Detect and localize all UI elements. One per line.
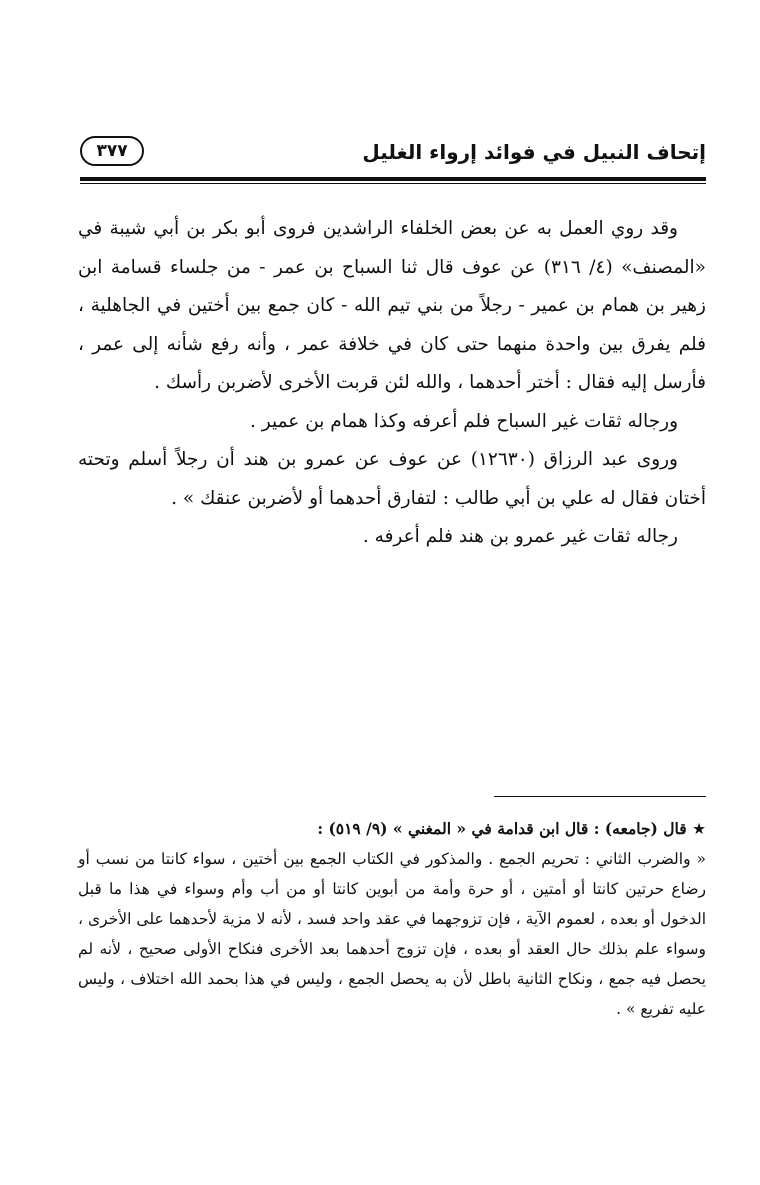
footnote-text: « والضرب الثاني : تحريم الجمع . والمذكور في الكتاب الجمع بين أختين ، سواء كانتا من نسب أو رضاع حرتين كانتا أو أمتين ، أو حرة وأمة من أبوين كانتا أو من أب وأم وسواء في هذا ما قبل الدخول أو بعده ، لعموم الآية ، فإن تزوجهما في عقد واحد فسد ، لأنه لا مزية لأحدهما على الأخرى ، وسواء علم بذلك حال العقد أو بعده ، فإن تزوج أحدهما بعد الأخرى فنكاح الأولى صحيح ، لأنه لم يحصل فيه جمع ، ونكاح الثانية باطل لأن به يحصل الجمع ، وليس في هذا بحمد الله اختلاف ، وليس عليه تفريع » . bbox=[78, 850, 706, 1018]
page-number: ٣٧٧ bbox=[96, 141, 128, 161]
footnote bbox=[78, 814, 706, 1024]
paragraph-1: وقد روي العمل به عن بعض الخلفاء الراشدين فروى أبو بكر بن أبي شيبة في «المصنف» (٤/ ٣١٦) عن عوف قال ثنا السباح بن عمر - من جلساء قسامة ابن زهير بن همام بن عمير - رجلاً من بني تيم الله - كان جمع بين أختين في الجاهلية ، فلم يفرق بين واحدة منهما حتى كان في خلافة عمر ، وأنه رفع شأنه إلى عمر ، فأرسل إليه فقال : أختر أحدهما ، والله لئن قربت الأخرى لأضربن رأسك . bbox=[78, 218, 706, 393]
footnote-separator bbox=[494, 796, 706, 797]
header-rule-thin bbox=[80, 183, 706, 184]
main-text bbox=[78, 210, 706, 557]
star-icon: ★ bbox=[692, 820, 706, 838]
footnote-heading: قال (جامعه) : قال ابن قدامة في « المغني » (٩/ ٥١٩) : bbox=[317, 819, 687, 838]
footnote-heading-line bbox=[78, 814, 706, 844]
book-title: إتحاف النبيل في فوائد إرواء الغليل bbox=[362, 140, 706, 164]
paragraph-3: وروى عبد الرزاق (١٢٦٣٠) عن عوف عن عمرو بن هند أن رجلاً أسلم وتحته أختان فقال له علي بن أبي طالب : لتفارق أحدهما أو لأضربن عنقك » . bbox=[78, 449, 706, 509]
header-rule-thick bbox=[80, 177, 706, 181]
running-header bbox=[80, 136, 706, 176]
page-number-frame bbox=[80, 136, 144, 166]
paragraph-2: ورجاله ثقات غير السباح فلم أعرفه وكذا همام بن عمير . bbox=[250, 410, 678, 432]
paragraph-4: رجاله ثقات غير عمرو بن هند فلم أعرفه . bbox=[362, 526, 678, 547]
